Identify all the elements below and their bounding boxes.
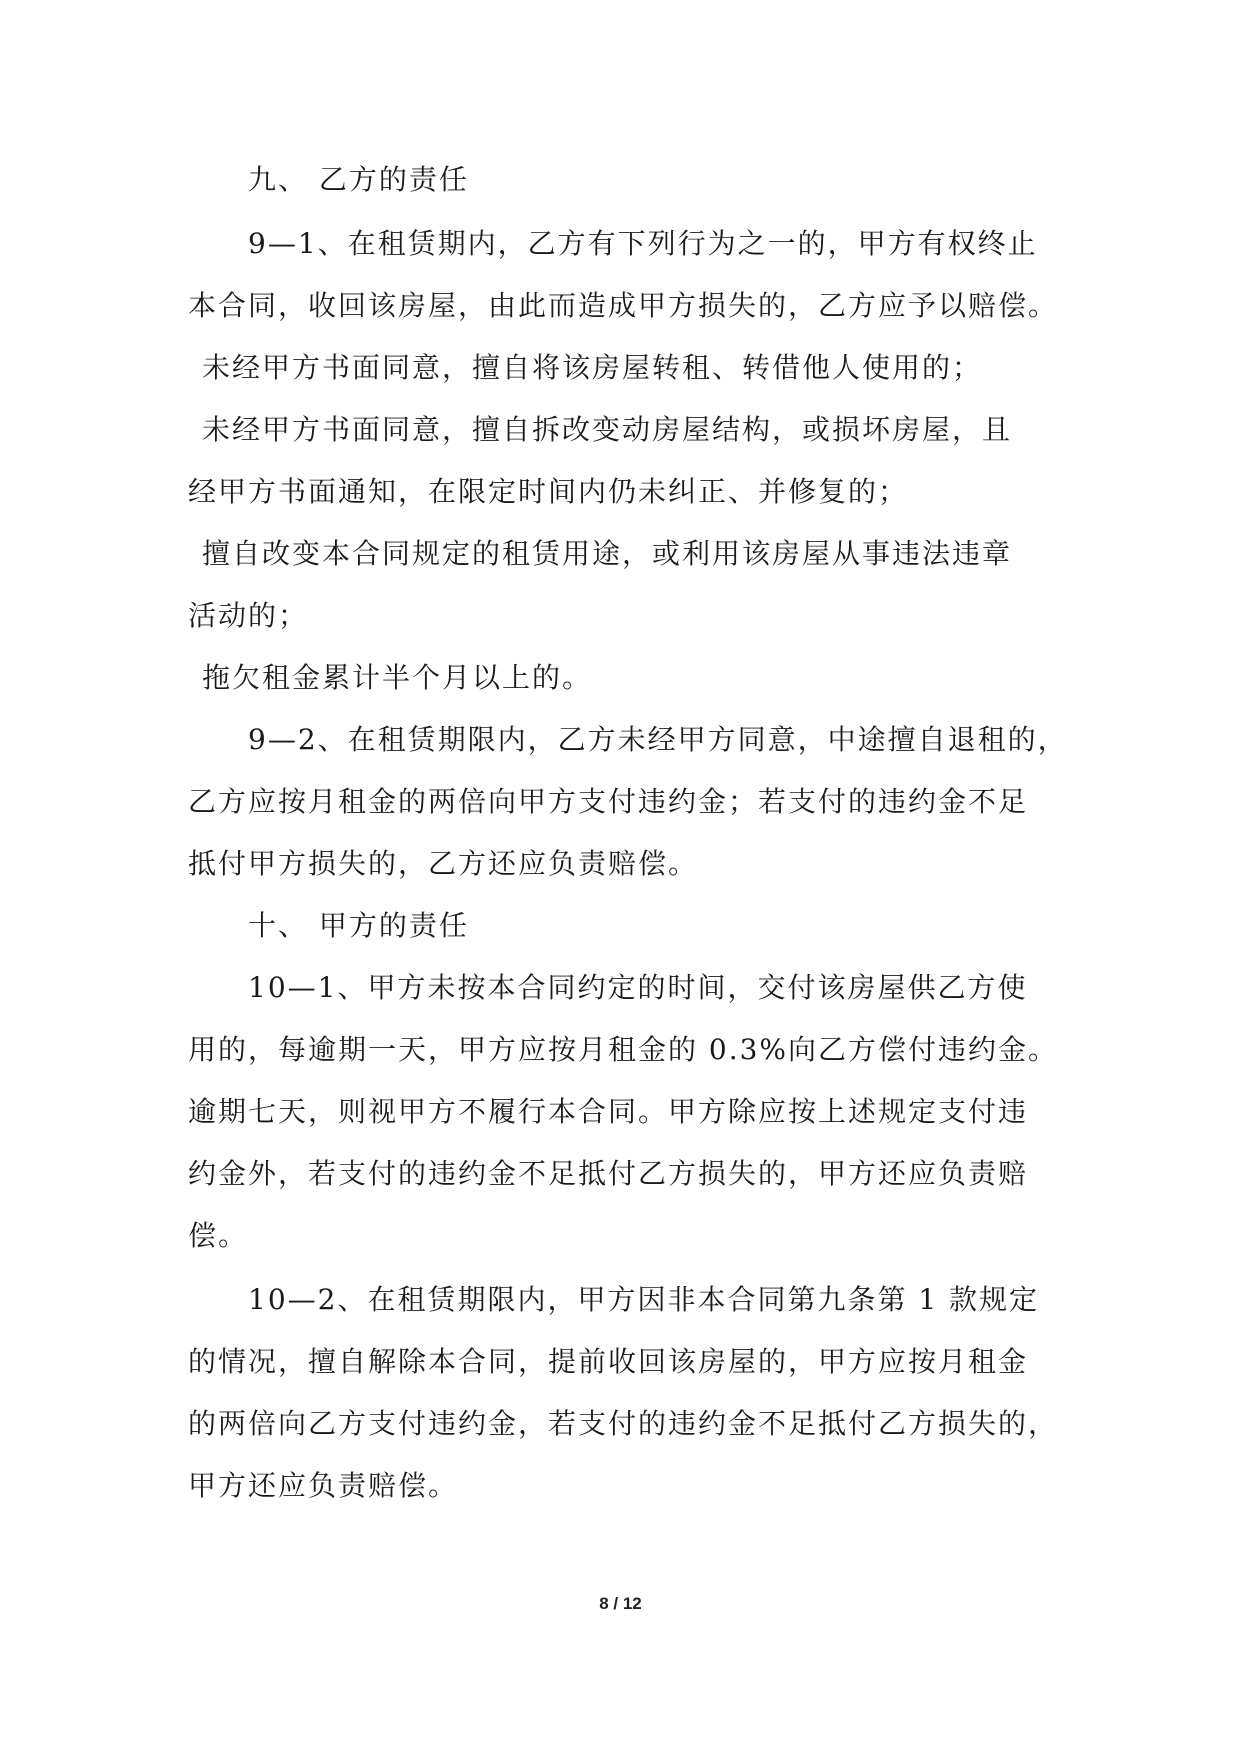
page-number: 8 / 12 xyxy=(599,1594,642,1613)
paragraph-line: 本合同，收回该房屋，由此而造成甲方损失的，乙方应予以赔偿。 xyxy=(188,289,1059,322)
paragraph-line: 乙方应按月租金的两倍向甲方支付违约金；若支付的违约金不足 xyxy=(188,785,1029,818)
section-heading-10: 十、 甲方的责任 xyxy=(248,909,469,942)
paragraph-line: 约金外，若支付的违约金不足抵付乙方损失的，甲方还应负责赔 xyxy=(188,1157,1029,1190)
paragraph-line: 用的，每逾期一天，甲方应按月租金的 0.3%向乙方偿付违约金。 xyxy=(188,1033,1059,1066)
paragraph-line: 的情况，擅自解除本合同，提前收回该房屋的，甲方应按月租金 xyxy=(188,1345,1029,1378)
paragraph-line: 9—1、在租赁期内，乙方有下列行为之一的，甲方有权终止 xyxy=(248,227,1038,260)
paragraph-line: 偿。 xyxy=(188,1219,249,1252)
paragraph-line: 9—2、在租赁期限内，乙方未经甲方同意，中途擅自退租的， xyxy=(248,723,1068,756)
paragraph-line: 抵付甲方损失的，乙方还应负责赔偿。 xyxy=(188,847,699,880)
list-item: 拖欠租金累计半个月以上的。 xyxy=(202,661,593,694)
paragraph-line: 活动的； xyxy=(188,599,309,632)
list-item: 擅自改变本合同规定的租赁用途，或利用该房屋从事违法违章 xyxy=(202,537,1013,570)
paragraph-line: 10—2、在租赁期限内，甲方因非本合同第九条第 1 款规定 xyxy=(248,1283,1040,1316)
paragraph-line: 甲方还应负责赔偿。 xyxy=(188,1469,459,1502)
section-heading-9: 九、 乙方的责任 xyxy=(248,163,469,196)
list-item: 未经甲方书面同意，擅自拆改变动房屋结构，或损坏房屋，且 xyxy=(202,413,1013,446)
list-item: 未经甲方书面同意，擅自将该房屋转租、转借他人使用的； xyxy=(202,351,983,384)
paragraph-line: 10—1、甲方未按本合同约定的时间，交付该房屋供乙方使 xyxy=(248,971,1028,1004)
paragraph-line: 经甲方书面通知，在限定时间内仍未纠正、并修复的； xyxy=(188,475,909,508)
paragraph-line: 逾期七天，则视甲方不履行本合同。甲方除应按上述规定支付违 xyxy=(188,1095,1029,1128)
paragraph-line: 的两倍向乙方支付违约金，若支付的违约金不足抵付乙方损失的， xyxy=(188,1407,1059,1440)
